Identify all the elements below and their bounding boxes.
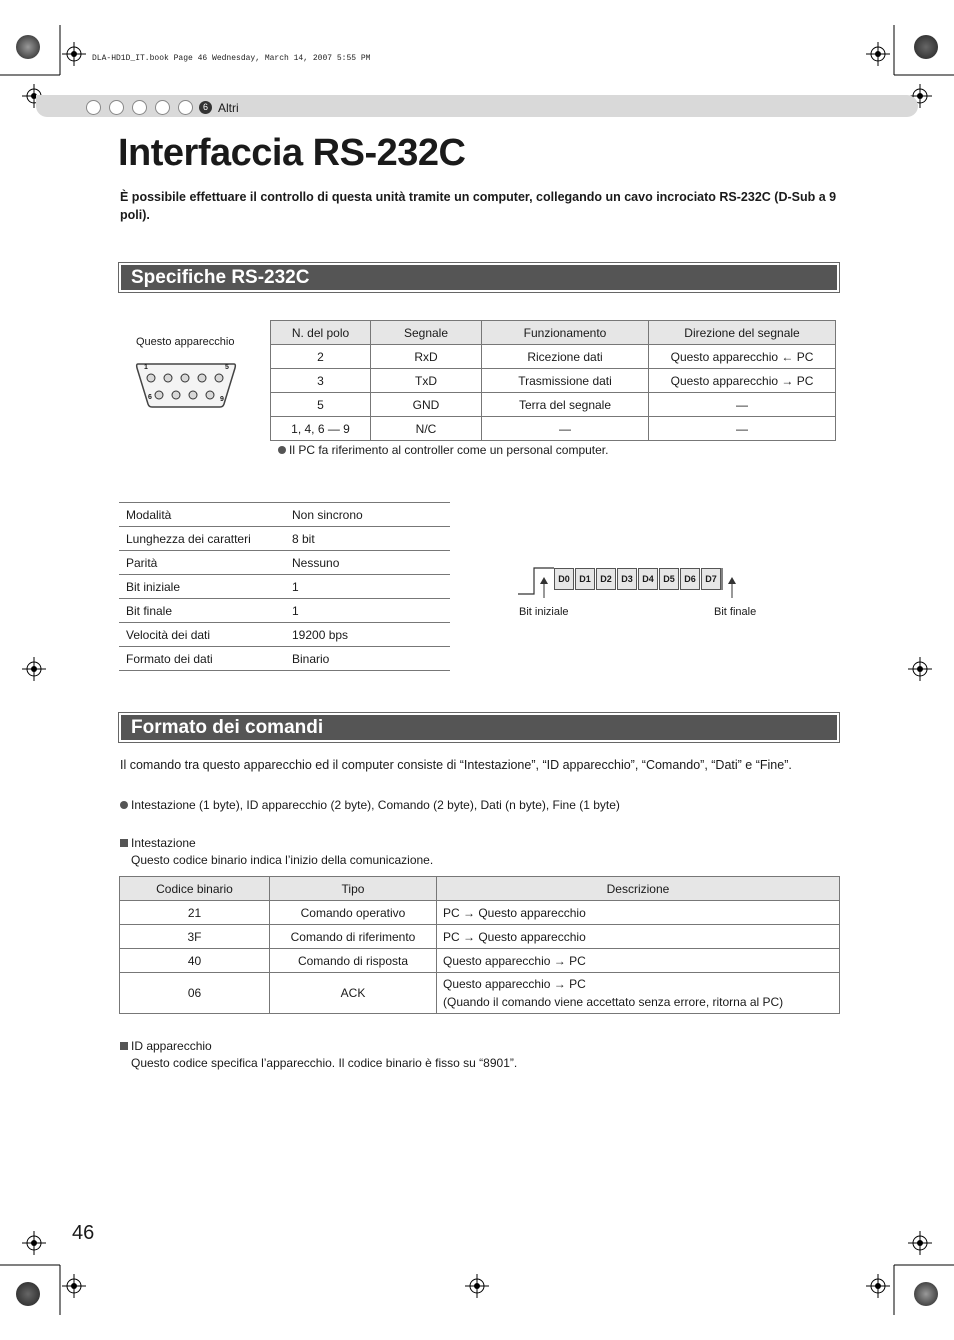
stop-bit-label: Bit finale bbox=[714, 606, 757, 618]
table-row bbox=[119, 503, 450, 527]
square-bullet-icon bbox=[120, 839, 128, 847]
table-cell: Non sincrono bbox=[285, 503, 450, 527]
timing-bit: D2 bbox=[596, 568, 616, 590]
table-cell: Bit iniziale bbox=[119, 575, 285, 599]
mode-table bbox=[119, 502, 450, 671]
header-description: Questo codice binario indica l’inizio della comunicazione. bbox=[131, 853, 434, 867]
section-heading-specs bbox=[118, 262, 840, 293]
chapter-number: 6 bbox=[199, 101, 212, 114]
table-row bbox=[271, 417, 836, 441]
table-row bbox=[271, 369, 836, 393]
table-cell: Questo apparecchio → PC bbox=[437, 949, 840, 973]
table-cell: Ricezione dati bbox=[482, 345, 649, 369]
table-row bbox=[120, 901, 840, 925]
timing-bit: D6 bbox=[680, 568, 700, 590]
pin-label-5: 5 bbox=[225, 364, 229, 371]
table-cell: ACK bbox=[270, 973, 437, 1014]
table-cell: Questo apparecchio → PC bbox=[649, 369, 836, 393]
intro-text: È possibile effettuare il controllo di questa unità tramite un computer, collegando un cavo incrociato RS-232C (D-Sub a 9 poli). bbox=[120, 190, 837, 222]
table-header: Descrizione bbox=[437, 877, 840, 901]
cell-line: (Quando il comando viene accettato senza errore, ritorna al PC) bbox=[443, 995, 784, 1009]
table-cell: Trasmissione dati bbox=[482, 369, 649, 393]
table-cell bbox=[437, 973, 840, 1014]
table-cell: 19200 bps bbox=[285, 623, 450, 647]
chapter-indicator bbox=[86, 99, 239, 117]
table-row bbox=[120, 973, 840, 1014]
chapter-dot bbox=[109, 100, 124, 115]
pin-label-6: 6 bbox=[148, 394, 152, 401]
color-patch-bottom-right bbox=[914, 1282, 938, 1306]
bullet-icon bbox=[278, 446, 286, 454]
id-subsection bbox=[120, 1039, 212, 1053]
table-header: Direzione del segnale bbox=[649, 321, 836, 345]
table-header: Funzionamento bbox=[482, 321, 649, 345]
timing-bit: D7 bbox=[701, 568, 721, 590]
section-title: Formato dei comandi bbox=[121, 715, 837, 740]
table-row bbox=[120, 925, 840, 949]
table-cell: Questo apparecchio ← PC bbox=[649, 345, 836, 369]
timing-bit: D5 bbox=[659, 568, 679, 590]
table-cell: Comando operativo bbox=[270, 901, 437, 925]
table-row bbox=[119, 647, 450, 671]
subsection-title: Intestazione bbox=[131, 836, 196, 850]
file-info: DLA-HD1D_IT.book Page 46 Wednesday, March 14, 2007 5:55 PM bbox=[92, 54, 371, 63]
section-title: Specifiche RS-232C bbox=[121, 265, 837, 290]
registration-target-left-lower bbox=[22, 1231, 46, 1255]
table-row bbox=[271, 393, 836, 417]
note-text: Il PC fa riferimento al controller come un personal computer. bbox=[289, 443, 609, 457]
command-structure-note bbox=[120, 798, 620, 812]
table-header: Codice binario bbox=[120, 877, 270, 901]
table-cell: 3F bbox=[120, 925, 270, 949]
pin-label-9: 9 bbox=[220, 396, 224, 403]
chapter-dot bbox=[86, 100, 101, 115]
table-cell: GND bbox=[371, 393, 482, 417]
header-code-table bbox=[119, 876, 840, 1014]
table-cell: Binario bbox=[285, 647, 450, 671]
table-cell: PC → Questo apparecchio bbox=[437, 925, 840, 949]
table-cell: Formato dei dati bbox=[119, 647, 285, 671]
pin-label-1: 1 bbox=[144, 364, 148, 371]
chapter-dot bbox=[178, 100, 193, 115]
connector-label: Questo apparecchio bbox=[136, 336, 235, 348]
registration-target-bottom-center bbox=[465, 1274, 489, 1298]
table-cell: 40 bbox=[120, 949, 270, 973]
table-cell: Lunghezza dei caratteri bbox=[119, 527, 285, 551]
table-cell: PC → Questo apparecchio bbox=[437, 901, 840, 925]
color-patch-top-right bbox=[914, 35, 938, 59]
table-cell: 1 bbox=[285, 599, 450, 623]
page-title: Interfaccia RS-232C bbox=[118, 132, 466, 174]
note bbox=[278, 443, 608, 457]
id-description: Questo codice specifica l’apparecchio. Il codice binario è fisso su “8901”. bbox=[131, 1056, 518, 1070]
table-cell: Bit finale bbox=[119, 599, 285, 623]
table-cell: Comando di risposta bbox=[270, 949, 437, 973]
table-cell: 2 bbox=[271, 345, 371, 369]
registration-target-top-right bbox=[866, 42, 890, 66]
table-row bbox=[119, 623, 450, 647]
timing-bit: D1 bbox=[575, 568, 595, 590]
table-cell: N/C bbox=[371, 417, 482, 441]
registration-target-bottom-right bbox=[866, 1274, 890, 1298]
table-cell: 06 bbox=[120, 973, 270, 1014]
color-patch-bottom-left bbox=[16, 1282, 40, 1306]
timing-bit: D4 bbox=[638, 568, 658, 590]
registration-target-right-middle bbox=[908, 657, 932, 681]
table-cell: Velocità dei dati bbox=[119, 623, 285, 647]
table-cell: — bbox=[649, 417, 836, 441]
table-cell: 3 bbox=[271, 369, 371, 393]
table-cell: 5 bbox=[271, 393, 371, 417]
page-number: 46 bbox=[72, 1222, 95, 1244]
chapter-dot bbox=[132, 100, 147, 115]
table-header: Tipo bbox=[270, 877, 437, 901]
table-row bbox=[119, 575, 450, 599]
pin-table bbox=[270, 320, 836, 441]
registration-target-top-left bbox=[62, 42, 86, 66]
color-patch-top-left bbox=[16, 35, 40, 59]
table-cell: — bbox=[649, 393, 836, 417]
table-cell: 1, 4, 6 — 9 bbox=[271, 417, 371, 441]
table-cell: RxD bbox=[371, 345, 482, 369]
note-text: Intestazione (1 byte), ID apparecchio (2 byte), Comando (2 byte), Dati (n byte), Fine (1 byte) bbox=[131, 798, 620, 812]
timing-bit: D0 bbox=[554, 568, 574, 590]
table-header: N. del polo bbox=[271, 321, 371, 345]
table-cell: TxD bbox=[371, 369, 482, 393]
command-format-text: Il comando tra questo apparecchio ed il computer consiste di “Intestazione”, “ID apparecchio”, “Comando”, “Dati” e “Fine”. bbox=[120, 758, 792, 772]
table-row bbox=[120, 949, 840, 973]
table-cell: 8 bit bbox=[285, 527, 450, 551]
table-row bbox=[119, 551, 450, 575]
section-heading-command-format bbox=[118, 712, 840, 743]
table-cell: 21 bbox=[120, 901, 270, 925]
table-cell: Nessuno bbox=[285, 551, 450, 575]
registration-target-left-middle bbox=[22, 657, 46, 681]
header-subsection bbox=[120, 836, 196, 850]
chapter-dot bbox=[155, 100, 170, 115]
table-row bbox=[271, 345, 836, 369]
table-row bbox=[119, 599, 450, 623]
registration-target-bottom-left bbox=[62, 1274, 86, 1298]
subsection-title: ID apparecchio bbox=[131, 1039, 212, 1053]
square-bullet-icon bbox=[120, 1042, 128, 1050]
table-cell: Comando di riferimento bbox=[270, 925, 437, 949]
bit-timing-diagram bbox=[516, 560, 766, 630]
table-cell: — bbox=[482, 417, 649, 441]
timing-bit: D3 bbox=[617, 568, 637, 590]
table-cell: Terra del segnale bbox=[482, 393, 649, 417]
table-cell: 1 bbox=[285, 575, 450, 599]
registration-target-right-lower bbox=[908, 1231, 932, 1255]
table-row bbox=[119, 527, 450, 551]
chapter-title: Altri bbox=[218, 100, 239, 115]
bullet-icon bbox=[120, 801, 128, 809]
start-bit-label: Bit iniziale bbox=[519, 606, 569, 618]
table-header: Segnale bbox=[371, 321, 482, 345]
cell-line: Questo apparecchio → PC bbox=[443, 977, 586, 991]
table-cell: Modalità bbox=[119, 503, 285, 527]
table-cell: Parità bbox=[119, 551, 285, 575]
